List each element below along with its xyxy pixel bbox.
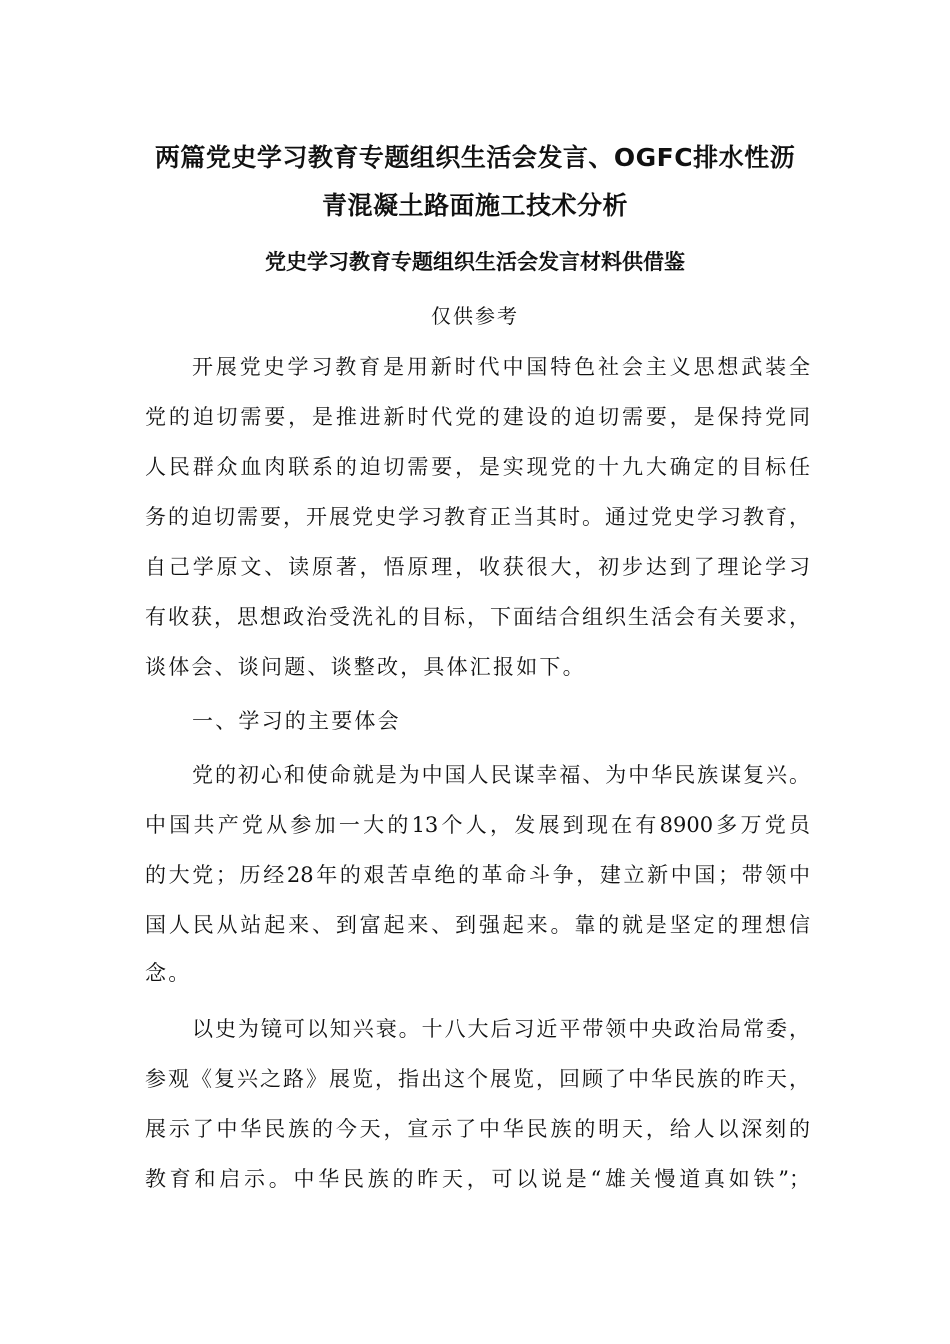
body-line-12: 国人民从站起来、到富起来、到强起来。靠的就是坚定的理想信 xyxy=(145,913,810,937)
document-subtitle: 党史学习教育专题组织生活会发言材料供借鉴 xyxy=(265,250,685,274)
body-line-15: 参观《复兴之路》展览，指出这个展览，回顾了中华民族的昨天， xyxy=(145,1067,810,1091)
body-line-6: 有收获，思想政治受洗礼的目标，下面结合组织生活会有关要求， xyxy=(145,605,810,629)
body-line-9: 党的初心和使命就是为中国人民谋幸福、为中华民族谋复兴。 xyxy=(192,763,810,787)
body-line-1: 开展党史学习教育是用新时代中国特色社会主义思想武装全 xyxy=(192,355,810,379)
body-line-7: 谈体会、谈问题、谈整改，具体汇报如下。 xyxy=(145,655,586,679)
body-line-2: 党的迫切需要，是推进新时代党的建设的迫切需要，是保持党同 xyxy=(145,405,810,429)
section-heading: 一、学习的主要体会 xyxy=(192,709,401,733)
body-line-11: 的大党；历经28年的艰苦卓绝的革命斗争，建立新中国；带领中 xyxy=(145,863,810,887)
body-line-10: 中国共产党从参加一大的13个人，发展到现在有8900多万党员 xyxy=(145,813,810,837)
body-line-4: 务的迫切需要，开展党史学习教育正当其时。通过党史学习教育， xyxy=(145,505,810,529)
body-line-17: 教育和启示。中华民族的昨天，可以说是“雄关慢道真如铁”； xyxy=(145,1167,810,1191)
body-line-13: 念。 xyxy=(145,961,192,985)
body-line-14: 以史为镜可以知兴衰。十八大后习近平带领中央政治局常委， xyxy=(192,1017,810,1041)
body-line-16: 展示了中华民族的今天，宣示了中华民族的明天，给人以深刻的 xyxy=(145,1117,810,1141)
document-title-line-1: 两篇党史学习教育专题组织生活会发言、OGFC排水性沥 xyxy=(154,143,796,172)
body-line-3: 人民群众血肉联系的迫切需要，是实现党的十九大确定的目标任 xyxy=(145,455,810,479)
document-title-line-2: 青混凝土路面施工技术分析 xyxy=(321,191,628,220)
reference-note: 仅供参考 xyxy=(431,304,519,328)
body-line-5: 自己学原文、读原著，悟原理，收获很大，初步达到了理论学习 xyxy=(145,555,810,579)
